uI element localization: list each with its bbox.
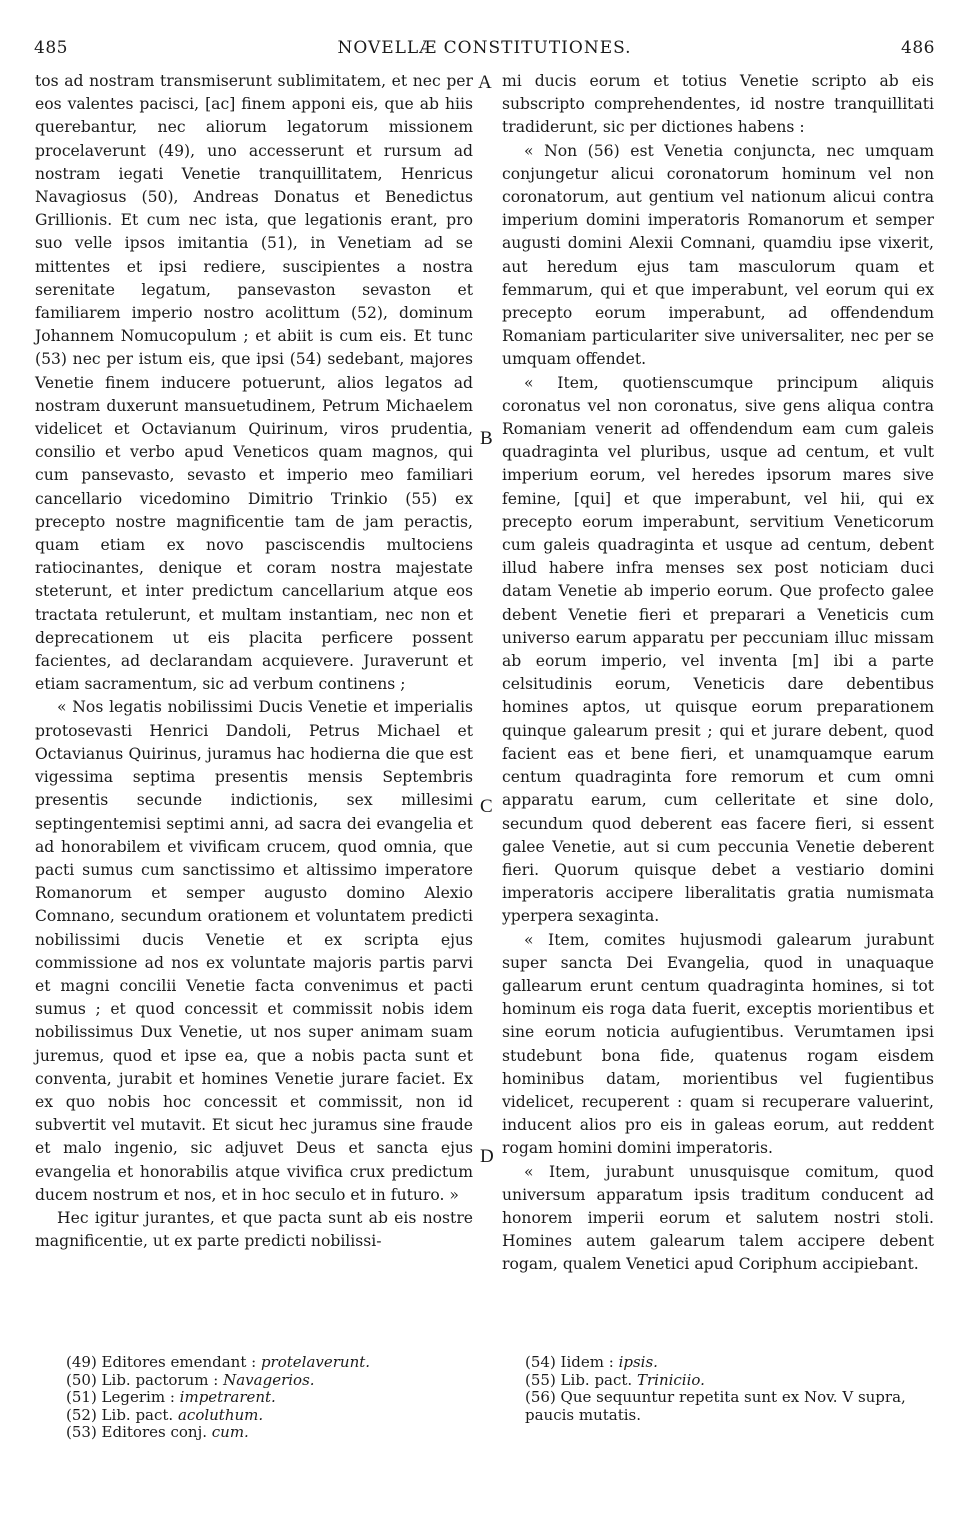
footnote: (56) Que sequuntur repetita sunt ex Nov. V supra, paucis mutatis. bbox=[525, 1388, 906, 1424]
left-paragraph: tos ad nostram transmiserunt sublimitatem, et nec per eos valentes pacisci, [ac] finem apponi eis, que ab hiis querebantur, nec aliorum legatorum missionem procelaverunt (49), uno accesserunt et rursum ad nostram iegati Venetie tranquillitatem, Henricus Navagiosus (50), Andreas Donatus et Benedictus Grillionis. Et cum nec ista, que legationis erant, pro suo velle ipsos imitantia (51), in Venetiam ad se mittentes et ipsi rediere, suscipientes a nostra serenitate legatum, pansevaston sevaston et familiarem imperio nostro acolittum (52), dominum Johannem Nomucopulum ; et abiit is cum eis. Et tunc (53) nec per istum eis, que ipsi (54) sedebant, majores Venetie finem inducere potuerunt, alios legatos ad nostram duxerunt mansuetudinem, Petrum Michaelem videlicet et Octavianum Quirinum, viros prudentia, consilio et verbo apud Veneticos quam magnos, qui cum pansevasto, sevasto et imperio meo familiari cancellario vicedomino Dimitrio Trinkio (55) ex precepto nostre magnificentie tam de jam peractis, quam etiam ex novo pasciscendis multociens ratiocinantes, denique et coram nostra majestate steterunt, et inter predictum cancellarium atque eos tractata retulerunt, et multam instantiam, nec non et deprecationem ut eis placita perficere possent facientes, ad declarandam acquievere. Juraverunt et etiam sacramentum, sic ad verbum continens ; bbox=[35, 72, 473, 694]
footnote: (51) Legerim : impetrarent. bbox=[66, 1388, 276, 1406]
margin-marker-c: C bbox=[480, 796, 493, 817]
left-paragraph: « Nos legatis nobilissimi Ducis Venetie et imperialis protosevasti Henrici Dandoli, Petrus Michael et Octavianus Quirinus, juramus hac hodierna die que est vigessima septima presentis mensis Septembris presentis secunde indictionis, sex millesimi septingentemisi septimi anni, ad sacra dei evangelia et ad honorabilem et vivificam crucem, quod omnia, que pacti sumus cum sanctissimo et altissimo imperatore Romanorum et semper augusto domino Alexio Comnano, secundum orationem et voluntatem predicti nobilissimi ducis Venetie et ex scripta ejus commissione ad nos ex voluntate majoris partis parvi et magni concilii Venetie facta convenimus et pacti sumus ; et quod concessit et commissit nobis idem nobilissimus Dux Venetie, ut nos super animam suam juremus, quod et ipse ea, que a nobis pacta sunt et conventa, jurabit et homines Venetie jurare faciet. Ex ex quo nobis hoc concessit et commissit, non id subvertit vel mutavit. Et sicut hec juramus sine fraude et malo ingenio, sic adjuvet Deus et sancta ejus evangelia et honorabilis atque vivifica crux predictum ducem nostrum et nos, et in hoc seculo et in futuro. » bbox=[35, 698, 473, 1204]
footnote: (49) Editores emendant : protelaverunt. bbox=[66, 1353, 371, 1371]
footnotes-right bbox=[525, 1354, 935, 1424]
right-column bbox=[502, 70, 934, 1277]
left-column bbox=[35, 70, 473, 1253]
right-paragraph: « Item, quotienscumque principum aliquis coronatus vel non coronatus, sive gens aliqua contra Romaniam venerit ad offendendum eam cum galeis quadraginta vel pluribus, usque ad centum, et vult imperium eorum, vel heredes ipsorum mares sive femine, [qui] et que imperabunt, vel hii, qui ex precepto eorum imperabunt, servitium Veneticorum cum galeis quadraginta et usque ad centum, debent illud habere infra menses sex post noticiam duci datam Venetie ab imperio eorum. Que profecto galee debent Venetie fieri et preparari a Veneticis cum universo earum apparatu per peccuniam illuc missam ab eorum imperio, vel inventa [m] ibi a parte celsitudinis eorum, Veneticis dare debentibus homines aptos, ut quisque eorum preparationem quinque galearum presit ; qui et jurare debent, quod facient eas et bene fieri, et unamquamque earum centum quadraginta fore remorum et cum omni apparatu earum, cum celleritate et sine dolo, secundum quod deberent eas facere fieri, si essent galee Venetie, aut si cum peccunia Venetie deberent fieri. Quorum quisque debet a vestiario domini imperatoris accipere liberalitatis gratia numismata yperpera sexaginta. bbox=[502, 373, 934, 926]
right-paragraph: « Item, comites hujusmodi galearum jurabunt super sancta Dei Evangelia, quod in unaquaque gallearum erunt centum quadraginta homines, si tot hominum eis roga data fuerit, exceptis morientibus et sine eorum noticia aufugientibus. Verumtamen ipsi studebunt bona fide, quatenus rogam eisdem hominibus datam, morientibus vel fugientibus videlicet, recuperent : quam si recuperare valuerint, inducent alios pro eis in galeas eorum, aut reddent rogam homini domini imperatoris. bbox=[502, 930, 934, 1158]
footnote: (53) Editores conj. cum. bbox=[66, 1423, 249, 1441]
footnote: (50) Lib. pactorum : Navagerios. bbox=[66, 1370, 315, 1389]
page-number-right: 486 bbox=[901, 38, 935, 58]
footnote: (52) Lib. pact. acoluthum. bbox=[66, 1405, 264, 1424]
margin-marker-d: D bbox=[480, 1146, 494, 1167]
footnote: (55) Lib. pact. Triniciio. bbox=[525, 1370, 705, 1389]
right-paragraph: « Non (56) est Venetia conjuncta, nec umquam conjungetur alicui coronatorum hominum vel non coronatorum, aut gentium vel nationum alicui contra imperium domini imperatoris Romanorum et semper augusti domini Alexii Comnani, quamdiu ipse vixerit, aut heredum ejus tam masculorum quam et femmarum, qui et que imperabunt, vel eorum qui ex precepto eorum imperabunt, ad offendendum Romaniam particulariter sive universaliter, nec per se umquam offendet. bbox=[502, 141, 934, 369]
margin-marker-b: B bbox=[480, 428, 493, 449]
right-paragraph: mi ducis eorum et totius Venetie scripto ab eis subscripto comprehendentes, id nostre tranquillitati tradiderunt, sic per dictiones habens : bbox=[502, 72, 934, 137]
page-number-left: 485 bbox=[34, 38, 68, 58]
margin-marker-a: A bbox=[478, 72, 492, 93]
footnote: (54) Iidem : ipsis. bbox=[525, 1353, 658, 1371]
left-paragraph: Hec igitur jurantes, et que pacta sunt ab eis nostre magnificentie, ut ex parte predicti nobilissi- bbox=[35, 1208, 473, 1251]
running-title: NOVELLÆ CONSTITUTIONES. bbox=[337, 38, 632, 58]
right-paragraph: « Item, jurabunt unusquisque comitum, quod universum apparatum ipsis traditum conducent ad honorem imperii eorum et salutem nostri stoli. Homines autem galearum talem accipere debent rogam, qualem Venetici apud Coriphum accipiebant. bbox=[502, 1162, 934, 1274]
footnotes-left bbox=[66, 1354, 466, 1442]
running-header bbox=[34, 38, 935, 62]
